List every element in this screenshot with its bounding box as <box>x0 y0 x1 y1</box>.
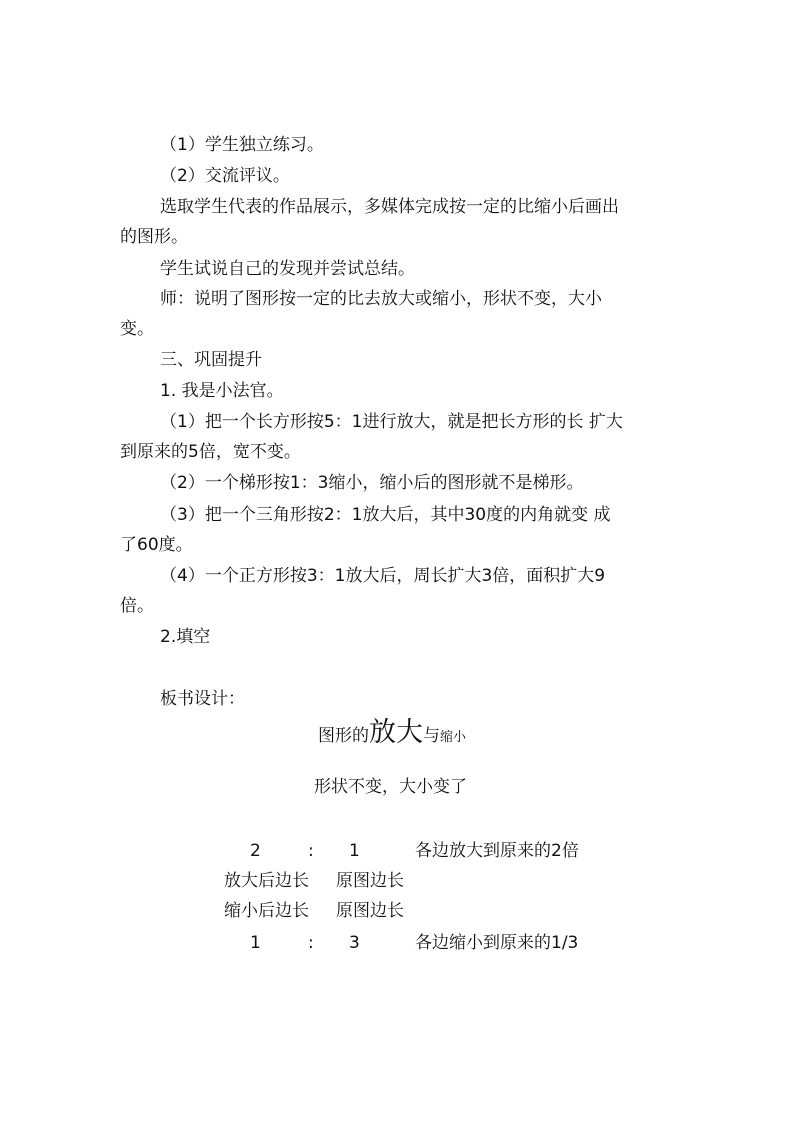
board-title <box>318 710 466 749</box>
board-title-part: 图形的 <box>318 726 369 746</box>
ratio-description: 各边缩小到原来的1/3 <box>415 933 579 953</box>
question-line: （4）一个正方形按3：1放大后，周长扩大3倍，面积扩大9 <box>160 566 606 586</box>
board-title-part: 与 <box>423 726 440 746</box>
question-line: 倍。 <box>120 596 154 616</box>
question-line: 到原来的5倍，宽不变。 <box>120 442 301 462</box>
subsection-heading: 1. 我是小法官。 <box>160 381 284 401</box>
paragraph-line: 的图形。 <box>120 227 188 247</box>
ratio-term-label: 缩小后边长 <box>224 901 309 921</box>
paragraph-line: 选取学生代表的作品展示，多媒体完成按一定的比缩小后画出 <box>160 197 619 217</box>
ratio-value: 3 <box>349 933 360 953</box>
ratio-colon: : <box>308 841 314 861</box>
question-line: （1）把一个长方形按5：1进行放大，就是把长方形的长 扩大 <box>160 412 623 432</box>
ratio-term-label: 放大后边长 <box>224 871 309 891</box>
subsection-heading: 2.填空 <box>160 627 211 647</box>
board-design-label: 板书设计： <box>160 689 245 709</box>
ratio-term-label: 原图边长 <box>336 901 404 921</box>
paragraph-line: 变。 <box>120 319 154 339</box>
question-line: （2）一个梯形按1：3缩小，缩小后的图形就不是梯形。 <box>160 473 584 493</box>
practice-step-2: （2）交流评议。 <box>160 166 290 186</box>
board-subtitle: 形状不变，大小变了 <box>314 777 467 797</box>
ratio-value: 2 <box>250 841 261 861</box>
paragraph-line: 学生试说自己的发现并尝试总结。 <box>160 259 415 279</box>
ratio-description: 各边放大到原来的2倍 <box>415 841 579 861</box>
ratio-value: 1 <box>250 933 261 953</box>
section-heading: 三、巩固提升 <box>160 350 262 370</box>
board-title-part: 放大 <box>369 717 423 748</box>
question-line: 了60度。 <box>120 535 193 555</box>
board-title-part: 缩小 <box>440 730 467 745</box>
practice-step-1: （1）学生独立练习。 <box>160 135 324 155</box>
paragraph-line: 师：说明了图形按一定的比去放大或缩小，形状不变，大小 <box>160 289 602 309</box>
ratio-term-label: 原图边长 <box>336 871 404 891</box>
question-line: （3）把一个三角形按2：1放大后，其中30度的内角就变 成 <box>160 505 611 525</box>
ratio-colon: : <box>308 933 314 953</box>
ratio-value: 1 <box>349 841 360 861</box>
